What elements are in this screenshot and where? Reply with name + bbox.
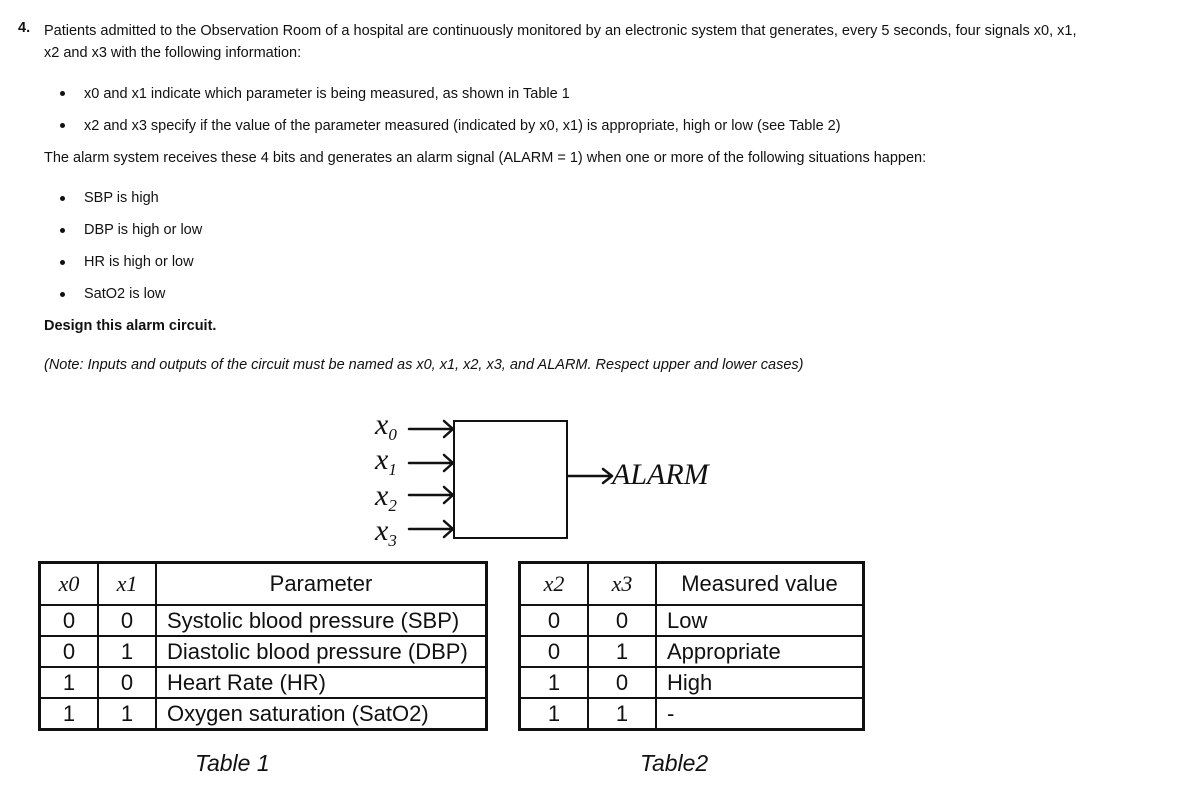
column-header: Parameter xyxy=(156,563,487,606)
table-cell: Systolic blood pressure (SBP) xyxy=(156,605,487,636)
table-cell: High xyxy=(656,667,864,698)
table-cell: 1 xyxy=(40,667,99,698)
question-number: 4. xyxy=(18,20,31,36)
column-header: x2 xyxy=(520,563,589,606)
table-cell: 0 xyxy=(520,605,589,636)
bullet-dot xyxy=(60,196,65,201)
arrow-icon xyxy=(409,487,453,503)
table-cell: 0 xyxy=(520,636,589,667)
column-header: x3 xyxy=(588,563,656,606)
table-cell: 1 xyxy=(520,667,589,698)
column-header: x1 xyxy=(98,563,156,606)
input-label-x2: $x_2$ xyxy=(375,479,397,515)
question-intro-line1: Patients admitted to the Observation Room of a hospital are continuously monitored by an electronic system that generates, every 5 seconds, four signals x0, x1, xyxy=(44,23,1077,39)
table-row xyxy=(520,698,864,730)
table-cell: Oxygen saturation (SatO2) xyxy=(156,698,487,730)
alarm-intro: The alarm system receives these 4 bits and generates an alarm signal (ALARM = 1) when one or more of the following situations happen: xyxy=(44,150,927,166)
bullet-dot xyxy=(60,292,65,297)
condition-1: SBP is high xyxy=(84,190,159,206)
task-text: Design this alarm circuit. xyxy=(44,318,217,334)
table-cell: Heart Rate (HR) xyxy=(156,667,487,698)
signal-bullet-2: x2 and x3 specify if the value of the parameter measured (indicated by x0, x1) is appropriate, high or low (see Table 2) xyxy=(84,118,841,134)
table-cell: 1 xyxy=(98,698,156,730)
table-cell: 0 xyxy=(98,605,156,636)
bullet-dot xyxy=(60,91,65,96)
input-label-x0: $x_0$ xyxy=(375,408,397,444)
note-text: (Note: Inputs and outputs of the circuit must be named as x0, x1, x2, x3, and ALARM. Respect upper and lower cases) xyxy=(44,357,804,373)
table-cell: 1 xyxy=(588,698,656,730)
table-cell: 1 xyxy=(40,698,99,730)
table-cell: 0 xyxy=(40,605,99,636)
signal-bullet-1: x0 and x1 indicate which parameter is being measured, as shown in Table 1 xyxy=(84,86,570,102)
arrow-icon xyxy=(409,421,453,437)
table-cell: - xyxy=(656,698,864,730)
input-label-x3: $x_3$ xyxy=(375,514,397,550)
table-cell: 0 xyxy=(98,667,156,698)
table-cell: 1 xyxy=(98,636,156,667)
table-row xyxy=(520,605,864,636)
table-header-row xyxy=(520,563,864,606)
table-row xyxy=(40,698,487,730)
measured-value-table xyxy=(518,561,865,731)
input-label-x1: $x_1$ xyxy=(375,443,397,479)
arrow-icon xyxy=(409,455,453,471)
bullet-dot xyxy=(60,260,65,265)
table-cell: 1 xyxy=(520,698,589,730)
table-cell: Low xyxy=(656,605,864,636)
output-label: ALARM xyxy=(612,458,709,491)
table-row xyxy=(40,667,487,698)
output-arrow-icon xyxy=(566,466,616,486)
table-cell: Diastolic blood pressure (DBP) xyxy=(156,636,487,667)
arrow-icon xyxy=(409,521,453,537)
table-cell: 0 xyxy=(40,636,99,667)
condition-2: DBP is high or low xyxy=(84,222,203,238)
column-header: Measured value xyxy=(656,563,864,606)
table2-caption: Table2 xyxy=(640,750,709,776)
table-row xyxy=(520,636,864,667)
bullet-dot xyxy=(60,228,65,233)
table-row xyxy=(40,605,487,636)
table-cell: 0 xyxy=(588,605,656,636)
parameter-table xyxy=(38,561,488,731)
circuit-block xyxy=(453,420,568,539)
question-intro-line2: x2 and x3 with the following information: xyxy=(44,45,302,61)
table-row xyxy=(40,636,487,667)
input-arrows xyxy=(395,415,465,545)
table-header-row xyxy=(40,563,487,606)
bullet-dot xyxy=(60,123,65,128)
condition-4: SatO2 is low xyxy=(84,286,166,302)
condition-3: HR is high or low xyxy=(84,254,194,270)
table-cell: Appropriate xyxy=(656,636,864,667)
column-header: x0 xyxy=(40,563,99,606)
table-cell: 0 xyxy=(588,667,656,698)
table-row xyxy=(520,667,864,698)
table1-caption: Table 1 xyxy=(195,750,270,776)
table-cell: 1 xyxy=(588,636,656,667)
